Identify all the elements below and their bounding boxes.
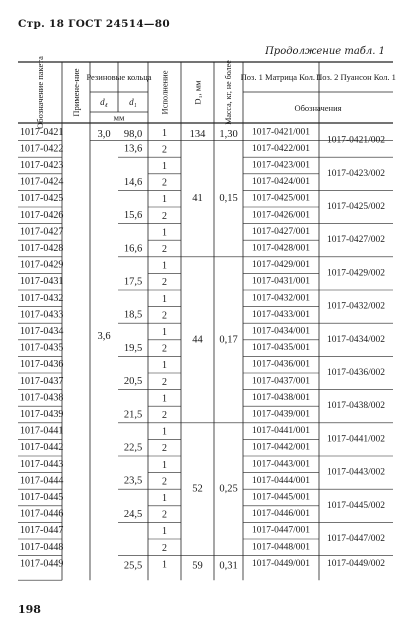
die-designation: 1017-0437/001 [251, 376, 311, 387]
d1-value: 15,6 [123, 210, 143, 222]
header-designations: Обозначения [294, 103, 342, 113]
D1-value: 52 [192, 483, 203, 495]
header-pos2-punch: Поз. 2 Пуансон Кол. 1 [316, 72, 396, 82]
package-designation: 1017-0435 [20, 342, 64, 354]
d1-value: 22,5 [123, 442, 143, 454]
version-value: 2 [162, 310, 167, 322]
d1-value: 18,5 [123, 309, 143, 321]
die-designation: 1017-0426/001 [251, 210, 311, 221]
punch-designation: 1017-0447/002 [326, 534, 386, 544]
package-designation: 1017-0423 [20, 160, 64, 171]
header-d4: d₄ [100, 97, 108, 107]
die-designation: 1017-0446/001 [251, 509, 311, 520]
package-designation: 1017-0421 [20, 126, 64, 138]
die-designation: 1017-0434/001 [251, 326, 311, 337]
punch-designation: 1017-0438/002 [326, 401, 386, 412]
version-value: 2 [162, 376, 167, 388]
die-designation: 1017-0429/001 [251, 260, 311, 271]
die-designation: 1017-0439/001 [251, 409, 311, 420]
d4-value: 3,6 [97, 330, 111, 342]
punch-designation: 1017-0441/002 [326, 434, 386, 445]
die-designation: 1017-0438/001 [251, 392, 311, 403]
die-designation: 1017-0433/001 [251, 309, 311, 320]
die-designation: 1017-0436/001 [251, 359, 311, 370]
header-mass: Масса, кг, не более [224, 60, 233, 125]
die-designation: 1017-0432/001 [251, 293, 311, 304]
table-continuation-caption: Продолжение табл. 1 [265, 46, 385, 57]
package-designation: 1017-0433 [20, 309, 64, 321]
version-value: 1 [162, 360, 167, 372]
version-value: 1 [162, 161, 167, 172]
header-pos1-die: Поз. 1 Матрица Кол. 1 [240, 72, 322, 82]
package-designation: 1017-0429 [20, 259, 64, 271]
die-designation: 1017-0445/001 [251, 492, 311, 503]
version-value: 2 [162, 476, 167, 488]
package-designation: 1017-0444 [20, 475, 64, 487]
die-designation: 1017-0421/001 [251, 127, 311, 138]
header-d1: d₁ [129, 97, 137, 107]
punch-designation: 1017-0432/002 [326, 301, 386, 312]
package-designation: 1017-0431 [20, 276, 64, 288]
package-designation: 1017-0424 [20, 176, 64, 188]
version-value: 2 [162, 410, 167, 421]
d1-value: 14,6 [123, 176, 143, 188]
punch-designation: 1017-0427/002 [326, 235, 386, 246]
package-designation: 1017-0442 [20, 442, 64, 454]
version-value: 1 [162, 426, 167, 438]
punch-designation: 1017-0429/002 [326, 268, 386, 279]
die-designation: 1017-0435/001 [251, 343, 311, 354]
punch-designation: 1017-0449/002 [326, 558, 386, 569]
package-designation: 1017-0432 [20, 292, 64, 304]
package-designation: 1017-0447 [20, 525, 64, 537]
version-value: 1 [162, 227, 167, 239]
version-value: 1 [162, 260, 167, 272]
d1-value: 98,0 [123, 128, 143, 140]
die-designation: 1017-0428/001 [251, 243, 311, 254]
die-designation: 1017-0449/001 [251, 558, 311, 569]
version-value: 2 [162, 542, 167, 554]
d1-value: 17,5 [123, 276, 143, 288]
version-value: 2 [162, 443, 167, 455]
die-designation: 1017-0427/001 [251, 226, 311, 237]
d1-value: 20,5 [123, 376, 143, 388]
die-designation: 1017-0423/001 [251, 160, 311, 171]
version-value: 1 [162, 293, 167, 305]
D1-value: 59 [192, 560, 203, 572]
header-D1: D₁, мм [192, 80, 203, 105]
d1-value: 16,6 [123, 243, 143, 255]
version-value: 2 [162, 244, 167, 255]
package-designation: 1017-0443 [20, 458, 64, 470]
version-value: 1 [162, 393, 167, 405]
punch-designation: 1017-0425/002 [326, 202, 386, 212]
punch-designation: 1017-0421/002 [326, 135, 386, 146]
package-designation: 1017-0448 [20, 541, 64, 553]
mass-value: 0,15 [219, 193, 238, 205]
d1-value: 23,5 [123, 475, 143, 487]
package-designation: 1017-0436 [20, 359, 64, 371]
version-value: 1 [162, 194, 167, 206]
die-designation: 1017-0448/001 [251, 542, 311, 553]
die-designation: 1017-0425/001 [251, 193, 311, 204]
mass-value: 1,30 [219, 128, 238, 140]
die-designation: 1017-0441/001 [251, 426, 311, 437]
package-designation: 1017-0426 [20, 209, 64, 221]
die-designation: 1017-0444/001 [251, 475, 311, 486]
d1-value: 19,5 [123, 342, 143, 354]
d1-value: 13,6 [123, 143, 143, 155]
d1-value: 21,5 [123, 409, 143, 421]
header-designation: Обозначение пакета [35, 56, 45, 129]
package-designation: 1017-0422 [20, 143, 64, 155]
header-version: Исполнение [159, 70, 170, 115]
version-value: 2 [162, 210, 167, 222]
package-designation: 1017-0439 [20, 409, 64, 420]
version-value: 2 [162, 343, 167, 355]
header-application: Примене-ние [71, 68, 81, 117]
die-designation: 1017-0447/001 [251, 525, 311, 536]
die-designation: 1017-0422/001 [251, 143, 311, 154]
die-designation: 1017-0431/001 [251, 276, 311, 287]
package-designation: 1017-0446 [20, 508, 64, 520]
header-units: мм [113, 112, 125, 123]
version-value: 2 [162, 509, 167, 521]
D1-value: 44 [192, 334, 203, 346]
package-designation: 1017-0438 [20, 392, 64, 404]
package-designation: 1017-0437 [20, 375, 64, 387]
punch-designation: 1017-0443/002 [326, 467, 386, 478]
package-designation: 1017-0441 [20, 425, 64, 437]
D1-value: 41 [192, 193, 203, 205]
package-designation: 1017-0428 [20, 243, 64, 254]
page-number: 198 [18, 603, 41, 616]
d4-value: 3,0 [97, 128, 111, 140]
package-designation: 1017-0445 [20, 492, 64, 503]
punch-designation: 1017-0434/002 [326, 334, 386, 345]
d1-value: 25,5 [123, 560, 143, 572]
die-designation: 1017-0442/001 [251, 442, 311, 453]
d1-value: 24,5 [123, 508, 143, 520]
version-value: 2 [162, 144, 167, 156]
version-value: 2 [162, 177, 167, 189]
mass-value: 0,25 [219, 483, 238, 495]
page-header: Стр. 18 ГОСТ 24514—80 [18, 18, 170, 30]
punch-designation: 1017-0436/002 [326, 368, 386, 378]
package-designation: 1017-0425 [20, 193, 64, 205]
package-designation: 1017-0449 [20, 558, 64, 570]
mass-value: 0,17 [219, 334, 238, 346]
version-value: 1 [162, 493, 167, 504]
version-value: 2 [162, 277, 167, 289]
version-value: 1 [162, 127, 167, 139]
punch-designation: 1017-0445/002 [326, 500, 386, 511]
header-rubber-rings: Резиновые кольца [86, 72, 152, 82]
version-value: 1 [162, 459, 167, 471]
package-designation: 1017-0434 [20, 326, 64, 337]
package-designation: 1017-0427 [20, 226, 64, 238]
mass-value: 0,31 [219, 560, 238, 572]
die-designation: 1017-0443/001 [251, 459, 311, 470]
die-designation: 1017-0424/001 [251, 177, 311, 188]
version-value: 1 [162, 327, 167, 338]
version-value: 1 [162, 526, 167, 538]
D1-value: 134 [189, 128, 206, 140]
punch-designation: 1017-0423/002 [326, 168, 386, 179]
version-value: 1 [162, 559, 167, 571]
